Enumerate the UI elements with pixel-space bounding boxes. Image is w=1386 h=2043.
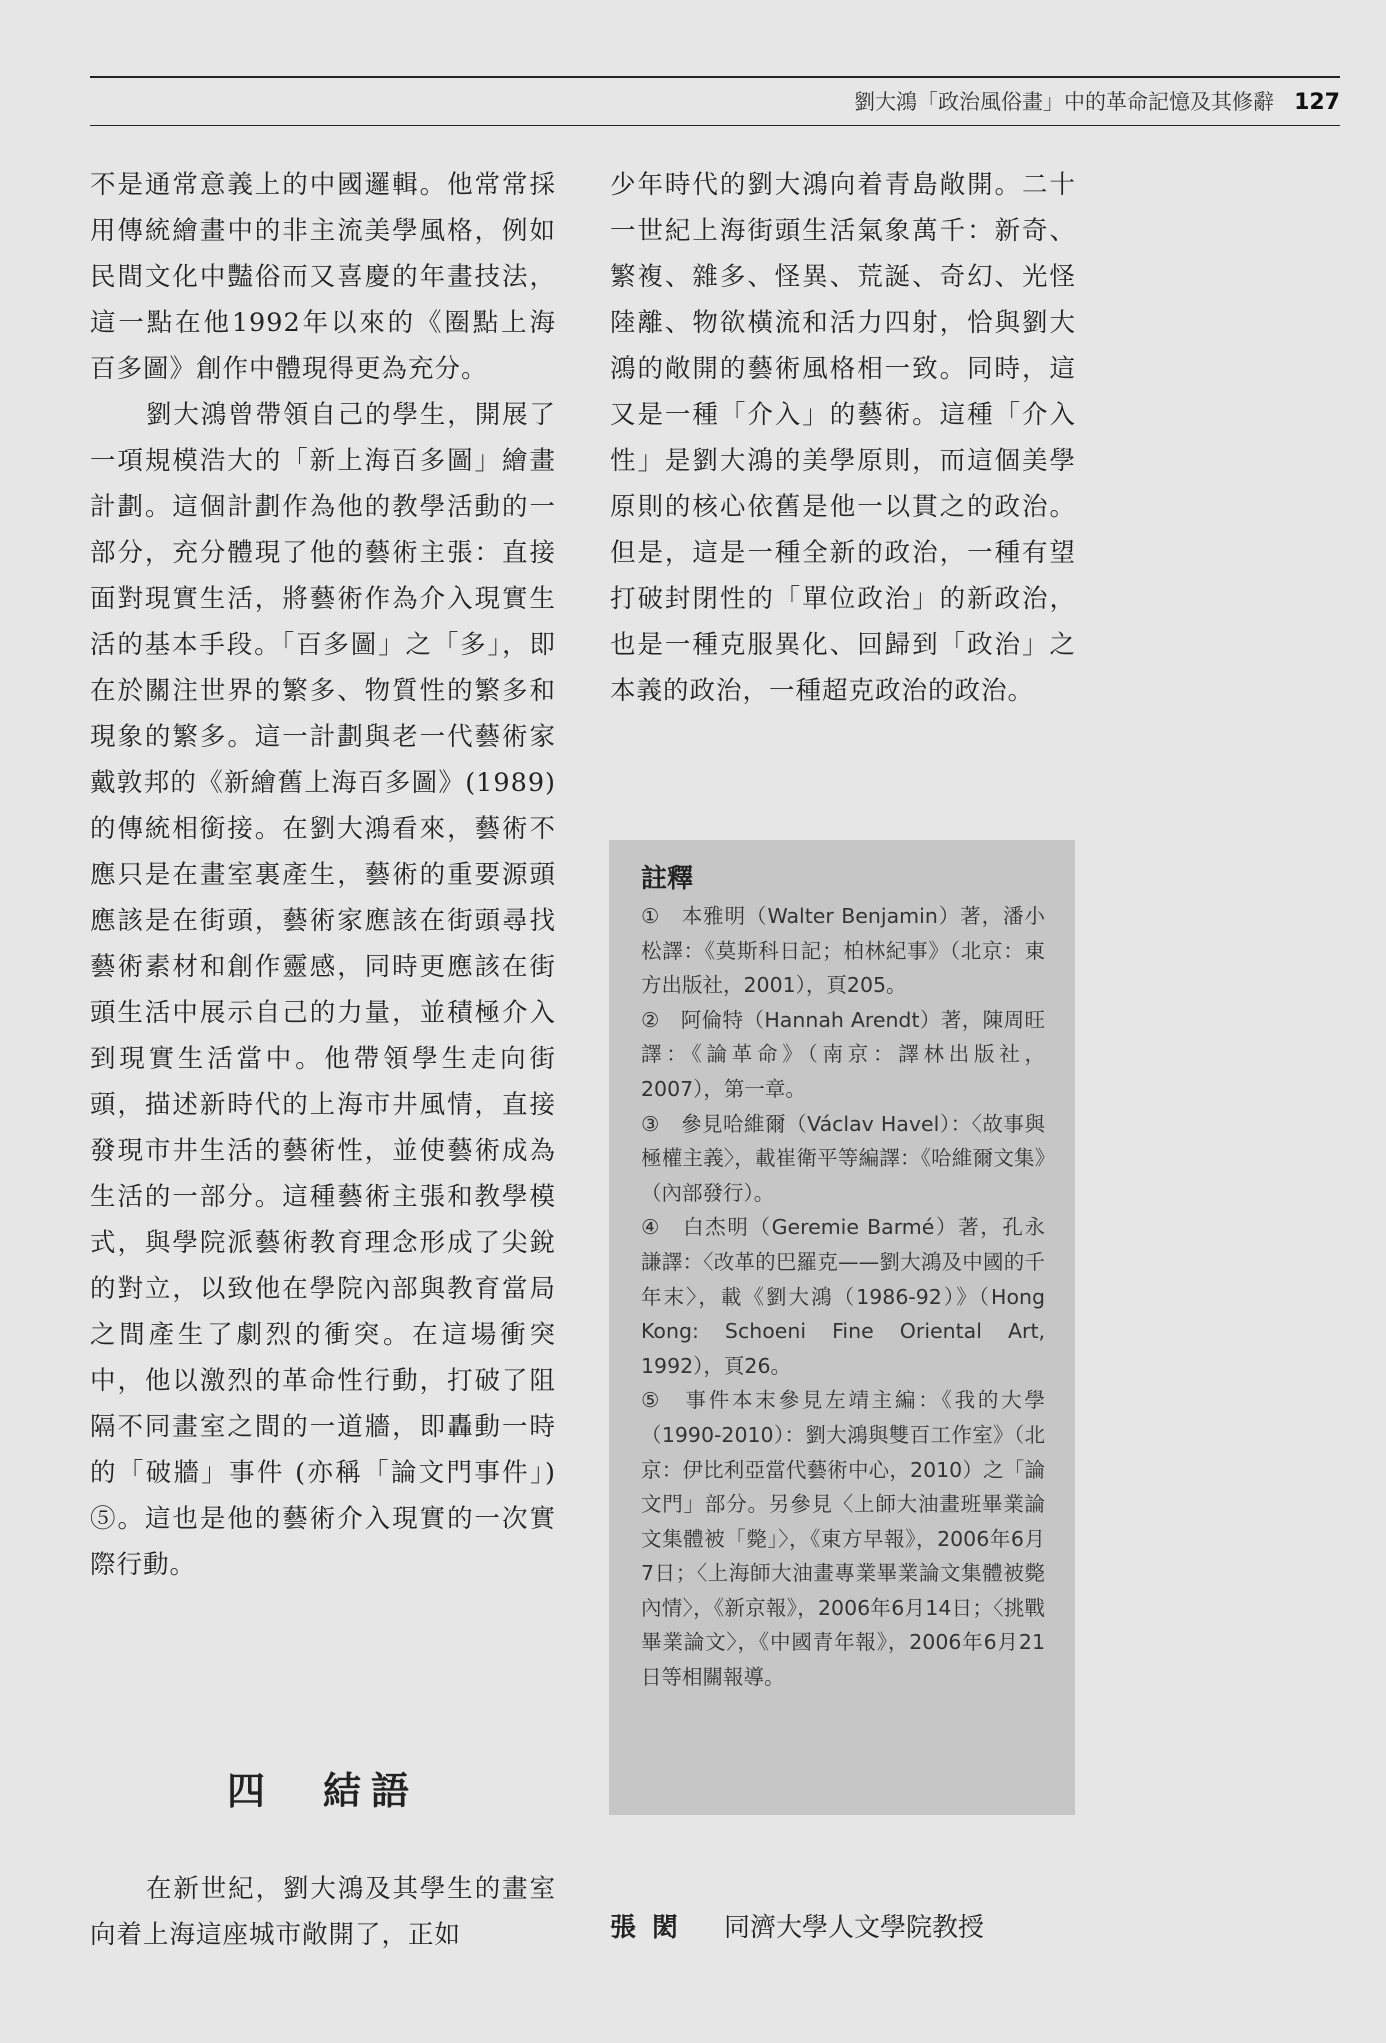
paragraph-right: 少年時代的劉大鴻向着青島敞開。二十一世紀上海街頭生活氣象萬千：新奇、繁複、雜多、怪異、荒誕、奇幻、光怪陸離、物欲橫流和活力四射，恰與劉大鴻的敞開的藝術風格相一致。同時，這又是一種「介入」的藝術。這種「介入性」是劉大鴻的美學原則，而這個美學原則的核心依舊是他一以貫之的政治。但是，這是一種全新的政治，一種有望打破封閉性的「單位政治」的新政治，也是一種克服異化、回歸到「政治」之本義的政治，一種超克政治的政治。 — [610, 170, 1076, 706]
note-5: ⑤ 事件本末參見左靖主編：《我的大學（1990-2010）：劉大鴻與雙百工作室》（北京：伊比利亞當代藝術中心，2010）之「論文門」部分。另參見〈上師大油畫班畢業論文集體被「斃」〉，《東方早報》，2006年6月7日；〈上海師大油畫專業畢業論文集體被斃內情〉，《新京報》，2006年6月14日；〈挑戰畢業論文〉，《中國青年報》，2006年6月21日等相關報導。 — [641, 1388, 1045, 1690]
author-line — [610, 1907, 984, 1944]
left-column — [90, 162, 556, 1588]
note-3: ③ 參見哈維爾（Václav Havel）：〈故事與極權主義〉，載崔衛平等編譯：《哈維爾文集》（內部發行）。 — [641, 1111, 1045, 1205]
header-rule-top — [90, 76, 1340, 78]
right-column — [610, 162, 1076, 714]
paragraph-new-shanghai-project: 劉大鴻曾帶領自己的學生，開展了一項規模浩大的「新上海百多圖」繪畫計劃。這個計劃作為他的教學活動的一部分，充分體現了他的藝術主張：直接面對現實生活，將藝術作為介入現實生活的基本手段。「百多圖」之「多」，即在於關注世界的繁多、物質性的繁多和現象的繁多。這一計劃與老一代藝術家戴敦邦的《新繪舊上海百多圖》(1989) 的傳統相銜接。在劉大鴻看來，藝術不應只是在畫室裏產生，藝術的重要源頭應該是在街頭，藝術家應該在街頭尋找藝術素材和創作靈感，同時更應該在街頭生活中展示自己的力量，並積極介入到現實生活當中。他帶領學生走向街頭，描述新時代的上海市井風情，直接發現市井生活的藝術性，並使藝術成為生活的一部分。這種藝術主張和教學模式，與學院派藝術教育理念形成了尖銳的對立，以致他在學院內部與教育當局之間產生了劇烈的衝突。在這場衝突中，他以激烈的革命性行動，打破了阻隔不同畫室之間的一道牆，即轟動一時的「破牆」事件 (亦稱「論文門事件」) ⑤。這也是他的藝術介入現實的一次實際行動。 — [90, 400, 556, 1580]
notes-box — [609, 840, 1075, 1815]
author-affiliation: 同濟大學人文學院教授 — [724, 1913, 985, 1943]
note-2: ② 阿倫特（Hannah Arendt）著，陳周旺譯：《論革命》（南京：譯林出版社，2007），第一章。 — [641, 1007, 1045, 1101]
running-head — [854, 86, 1340, 116]
author-name: 張閎 — [610, 1913, 695, 1943]
header-rule-bottom — [90, 125, 1340, 126]
running-title: 劉大鴻「政治風俗畫」中的革命記憶及其修辭 — [854, 90, 1275, 114]
note-4: ④ 白杰明（Geremie Barmé）著，孔永謙譯：〈改革的巴羅克——劉大鴻及中國的千年末〉，載《劉大鴻（1986-92）》（Hong Kong: Schoeni Fine Oriental Art, 1992），頁26。 — [641, 1215, 1045, 1378]
page-number: 127 — [1294, 90, 1340, 115]
left-column-closing — [90, 1866, 556, 1958]
note-1: ① 本雅明（Walter Benjamin）著，潘小松譯：《莫斯科日記；柏林紀事》（北京：東方出版社，2001），頁205。 — [641, 904, 1045, 998]
notes-title: 註釋 — [641, 864, 694, 894]
section-heading: 四 結語 — [226, 1768, 419, 1813]
paragraph-conclusion: 在新世紀，劉大鴻及其學生的畫室向着上海這座城市敞開了，正如 — [90, 1874, 556, 1950]
paragraph-continued: 不是通常意義上的中國邏輯。他常常採用傳統繪畫中的非主流美學風格，例如民間文化中豔俗而又喜慶的年畫技法，這一點在他1992年以來的《圈點上海百多圖》創作中體現得更為充分。 — [90, 170, 556, 384]
